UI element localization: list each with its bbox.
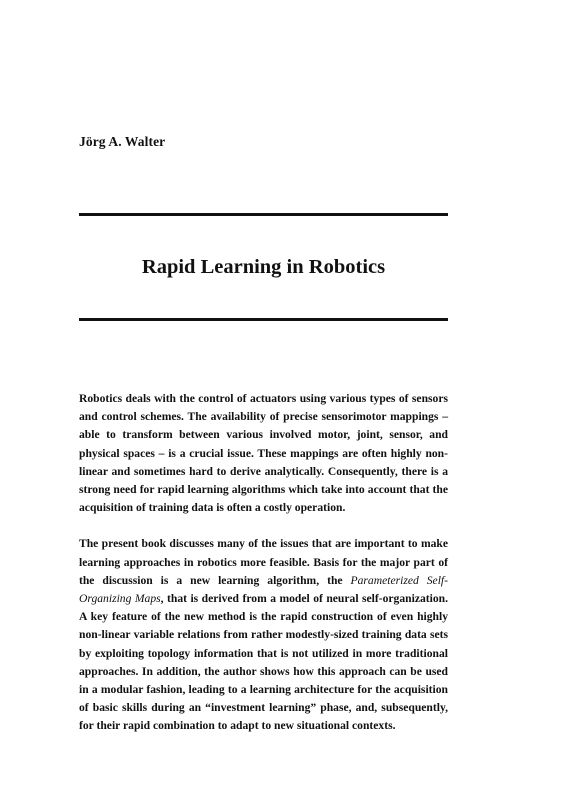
top-rule (79, 213, 448, 216)
bottom-rule (79, 318, 448, 321)
abstract-paragraph-2-end: , that is derived from a model of neural self-organization. A key feature of the new method is the rapid construction of even highly non-linear variable relations from rather modestly-sized training data sets by exploiting topology information that is not utilized in more traditional approaches. In addition, the author shows how this approach can be used in a modular fashion, leading to a learning architecture for the acquisition of basic skills during an “investment learning” phase, and, subsequently, for their rapid combination to adapt to new situational contexts. (79, 592, 448, 733)
abstract-paragraph-1: Robotics deals with the control of actuators using various types of sensors and control schemes. The availability of precise sensorimotor mappings – able to transform between various involved motor, joint, sensor, and physical spaces – is a crucial issue. These mappings are often highly non-linear and sometimes hard to derive analytically. Consequently, there is a strong need for rapid learning algorithms which take into account that the acquisition of training data is often a costly operation. (79, 392, 448, 515)
abstract (79, 390, 448, 736)
method-name: Parameterized Self-Organizing Maps (79, 573, 448, 606)
book-title: Rapid Learning in Robotics (141, 256, 386, 278)
abstract-paragraph-2-start: The present book discusses many of the issues that are important to make learning approaches in robotics more feasible. Basis for the major part of the discussion is a new learning algorithm, the (79, 537, 448, 587)
abstract-paragraph-2 (79, 535, 448, 735)
author-name: Jörg A. Walter (79, 134, 166, 149)
